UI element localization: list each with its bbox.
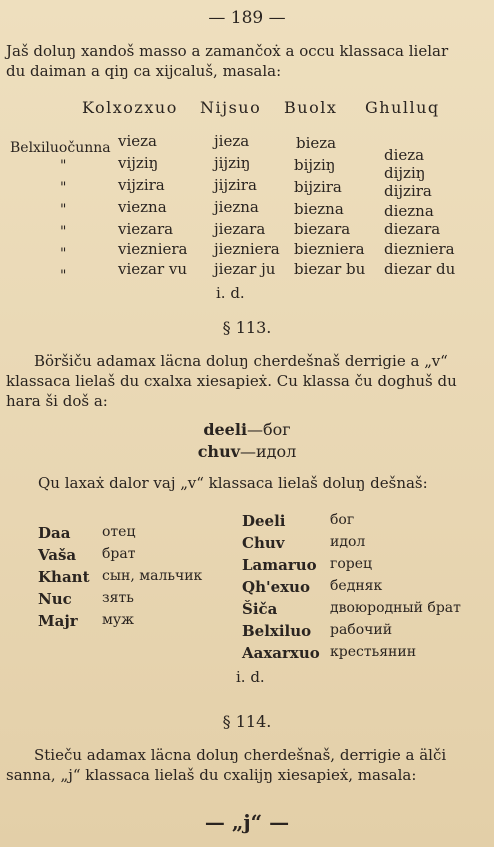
example-chuv: chuv—идол [197, 442, 297, 461]
list-item: Vaša [38, 546, 77, 564]
row-label: " [60, 202, 67, 218]
list-item: Majr [38, 612, 78, 630]
table-cell: diezna [384, 202, 434, 220]
table-footer: i. d. [216, 284, 245, 302]
list-item: Qh'exuo [242, 578, 310, 596]
section-113-title: § 113. [222, 318, 272, 337]
table-cell: jiezar ju [214, 260, 276, 278]
list-item-translation: горец [330, 556, 373, 572]
table-cell: viezara [118, 220, 174, 238]
row-label: " [60, 268, 67, 284]
list-intro: Qu laxaẋ dalor vaj „v“ klassaca lielaš doluŋ dešnaš: [38, 474, 428, 492]
row-label: " [60, 246, 67, 262]
list-item-translation: муж [102, 612, 135, 628]
row-label: " [60, 158, 67, 174]
list-item-translation: зять [102, 590, 134, 606]
table-cell: jiezna [214, 198, 259, 216]
list-item-translation: идол [330, 534, 366, 550]
section-114-title: § 114. [222, 712, 272, 731]
list-item-translation: отец [102, 524, 136, 540]
header-kolxozxuo: Kolxozxuo [82, 98, 178, 117]
table-cell: jijzira [214, 176, 257, 194]
list-item: Šiča [242, 600, 278, 618]
header-buolx: Buolx [284, 98, 338, 117]
header-ghulluq: Ghulluq [365, 98, 440, 117]
list-item: Khant [38, 568, 90, 586]
intro-line-1: Jaš doluŋ xandoš masso a zamančoẋ a occu klassaca lielar [6, 42, 449, 60]
table-cell: dijzira [384, 182, 432, 200]
table-cell: biezar bu [294, 260, 366, 278]
section-114-class-label: — „j“ — [204, 810, 290, 834]
table-cell: jijziŋ [214, 154, 251, 172]
list-item: Lamaruo [242, 556, 317, 574]
header-nijsuo: Nijsuo [200, 98, 262, 117]
table-cell: vijzira [118, 176, 165, 194]
row-label: Belxiluočunna [10, 140, 111, 156]
section-113-para-1: Böršiču adamax läcna doluŋ cherdešnaš derrigie a „v“ [34, 352, 448, 370]
table-cell: bijziŋ [294, 156, 336, 174]
page-number: — 189 — [208, 8, 286, 28]
table-cell: vijziŋ [118, 154, 159, 172]
list-item-translation: бог [330, 512, 355, 528]
list-item-translation: рабочий [330, 622, 393, 638]
table-cell: biezara [294, 220, 351, 238]
table-cell: bijzira [294, 178, 342, 196]
table-cell: viezna [118, 198, 167, 216]
section-113-para-2: klassaca lielaš du cxalxa xiesapieẋ. Cu klassa ču doghuš du [6, 372, 457, 390]
example-deeli: deeli—бог [203, 420, 291, 439]
list-item-translation: двоюродный брат [330, 600, 461, 616]
table-cell: diezara [384, 220, 441, 238]
list-item-translation: бедняк [330, 578, 383, 594]
list-item-translation: крестьянин [330, 644, 417, 660]
list-item: Nuc [38, 590, 72, 608]
list-item-translation: сын, мальчик [102, 568, 203, 584]
table-cell: bieza [296, 134, 337, 152]
table-cell: biezna [294, 200, 344, 218]
table-cell: jiezara [214, 220, 266, 238]
list-item: Chuv [242, 534, 285, 552]
table-cell: jiezniera [214, 240, 280, 258]
list-item-translation: брат [102, 546, 136, 562]
table-cell: biezniera [294, 240, 365, 258]
list-footer: i. d. [236, 668, 265, 686]
table-cell: dieza [384, 146, 425, 164]
list-item: Deeli [242, 512, 286, 530]
list-item: Daa [38, 524, 71, 542]
table-cell: jieza [214, 132, 250, 150]
table-cell: viezar vu [118, 260, 188, 278]
table-cell: viezniera [118, 240, 188, 258]
section-114-para-1: Stieču adamax läcna doluŋ cherdešnaš, derrigie a älči [34, 746, 447, 764]
row-label: " [60, 224, 67, 240]
table-cell: dijziŋ [384, 164, 426, 182]
intro-line-2: du daiman a qiŋ ca xijcaluš, masala: [6, 62, 282, 80]
section-114-para-2: sanna, „j“ klassaca lielaš du cxalijŋ xiesapieẋ, masala: [6, 766, 417, 784]
row-label: " [60, 180, 67, 196]
list-item: Aaxarxuo [242, 644, 320, 662]
table-cell: diezar du [384, 260, 456, 278]
table-cell: diezniera [384, 240, 455, 258]
list-item: Belxiluo [242, 622, 312, 640]
section-113-para-3: hara ši doš a: [6, 392, 108, 410]
table-cell: vieza [118, 132, 157, 150]
